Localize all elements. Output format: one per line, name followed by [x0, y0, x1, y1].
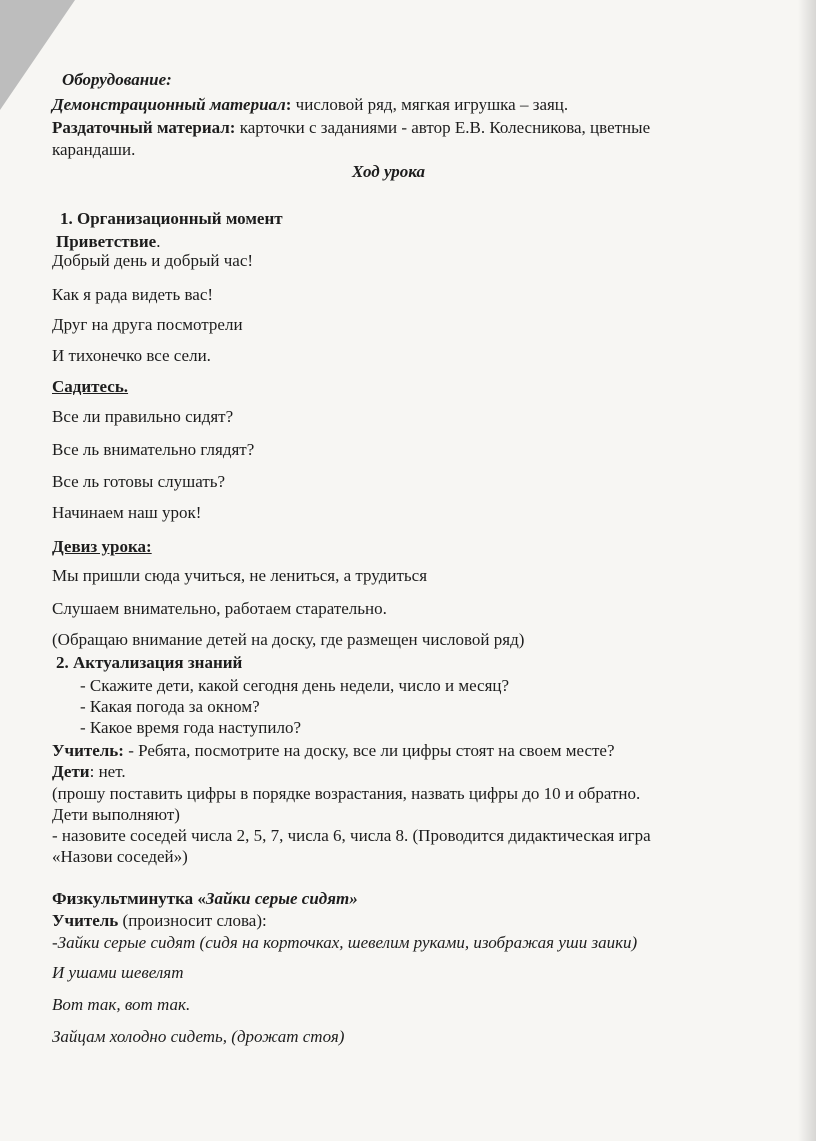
children-line — [52, 762, 126, 782]
section1-heading: 1. Организационный момент — [60, 209, 283, 228]
teacher-label: Учитель: — [52, 741, 124, 760]
folded-corner — [0, 0, 75, 110]
greeting-line: Приветствие. — [56, 232, 161, 251]
physminute-line: И ушами шевелят — [52, 963, 184, 982]
instruction-line: Дети выполняют) — [52, 805, 180, 824]
instruction-line: (прошу поставить цифры в порядке возрастания, назвать цифры до 10 и обратно. — [52, 784, 641, 803]
teacher-text: - Ребята, посмотрите на доску, все ли цифры стоят на своем месте? — [123, 741, 615, 760]
children-text: : нет. — [89, 762, 126, 781]
poem-line: Как я рада видеть вас! — [52, 285, 214, 304]
question-line: - Какая погода за окном? — [80, 697, 260, 716]
poem-line: И тихонечко все сели. — [52, 346, 211, 365]
question-line: Все ль внимательно глядят? — [52, 440, 255, 459]
physminute-teacher-text: (произносит слова): — [118, 911, 267, 930]
physminute-teacher-label: Учитель — [52, 911, 119, 930]
question-line: - Какое время года наступило? — [80, 718, 301, 737]
sit-instruction: Садитесь. — [52, 377, 129, 396]
physminute-line: Зайцам холодно сидеть, (дрожат стоя) — [52, 1027, 345, 1046]
page-edge-shadow — [798, 0, 816, 1141]
physminute-line: Вот так, вот так. — [52, 995, 191, 1014]
demo-material-line: Демонстрационный материал: числовой ряд, мягкая игрушка – заяц. — [52, 95, 569, 114]
physminute-heading — [52, 889, 358, 909]
poem-line: Друг на друга посмотрели — [52, 315, 243, 334]
question-line: Все ли правильно сидят? — [52, 407, 234, 426]
physminute-heading-italic: Зайки серые сидят» — [205, 889, 358, 908]
question-line: Все ль готовы слушать? — [52, 472, 226, 491]
board-note: (Обращаю внимание детей на доску, где размещен числовой ряд) — [52, 630, 525, 649]
instruction-line: - назовите соседей числа 2, 5, 7, числа 6, числа 8. (Проводится дидактическая игра — [52, 826, 651, 845]
instruction-line: «Назови соседей») — [52, 847, 188, 866]
children-label: Дети — [52, 762, 90, 781]
physminute-line: -Зайки серые сидят (сидя на корточках, шевелим руками, изображая уши заики) — [52, 933, 638, 952]
teacher-line — [52, 741, 615, 761]
demo-material-text: числовой ряд, мягкая игрушка – заяц. — [295, 95, 569, 114]
handout-material-text-continued: карандаши. — [52, 140, 136, 159]
demo-material-label: Демонстрационный материал — [52, 95, 286, 114]
question-line: Начинаем наш урок! — [52, 503, 202, 522]
lesson-title: Ход урока — [352, 162, 425, 181]
question-line: - Скажите дети, какой сегодня день недели, число и месяц? — [80, 676, 510, 695]
handout-material-line — [52, 118, 650, 138]
motto-line: Слушаем внимательно, работаем старательно. — [52, 599, 387, 618]
motto-line: Мы пришли сюда учиться, не лениться, а трудиться — [52, 566, 428, 585]
handout-material-label: Раздаточный материал: — [52, 118, 236, 137]
section2-heading: 2. Актуализация знаний — [56, 653, 243, 672]
poem-line: Добрый день и добрый час! — [52, 251, 254, 270]
equipment-heading: Оборудование: — [62, 70, 172, 89]
physminute-teacher-line — [52, 911, 267, 931]
physminute-heading-plain: Физкультминутка « — [52, 889, 206, 908]
handout-material-text: карточки с заданиями - автор Е.В. Колесникова, цветные — [239, 118, 651, 137]
greeting-label: Приветствие — [56, 232, 157, 251]
motto-label: Девиз урока: — [52, 537, 152, 556]
